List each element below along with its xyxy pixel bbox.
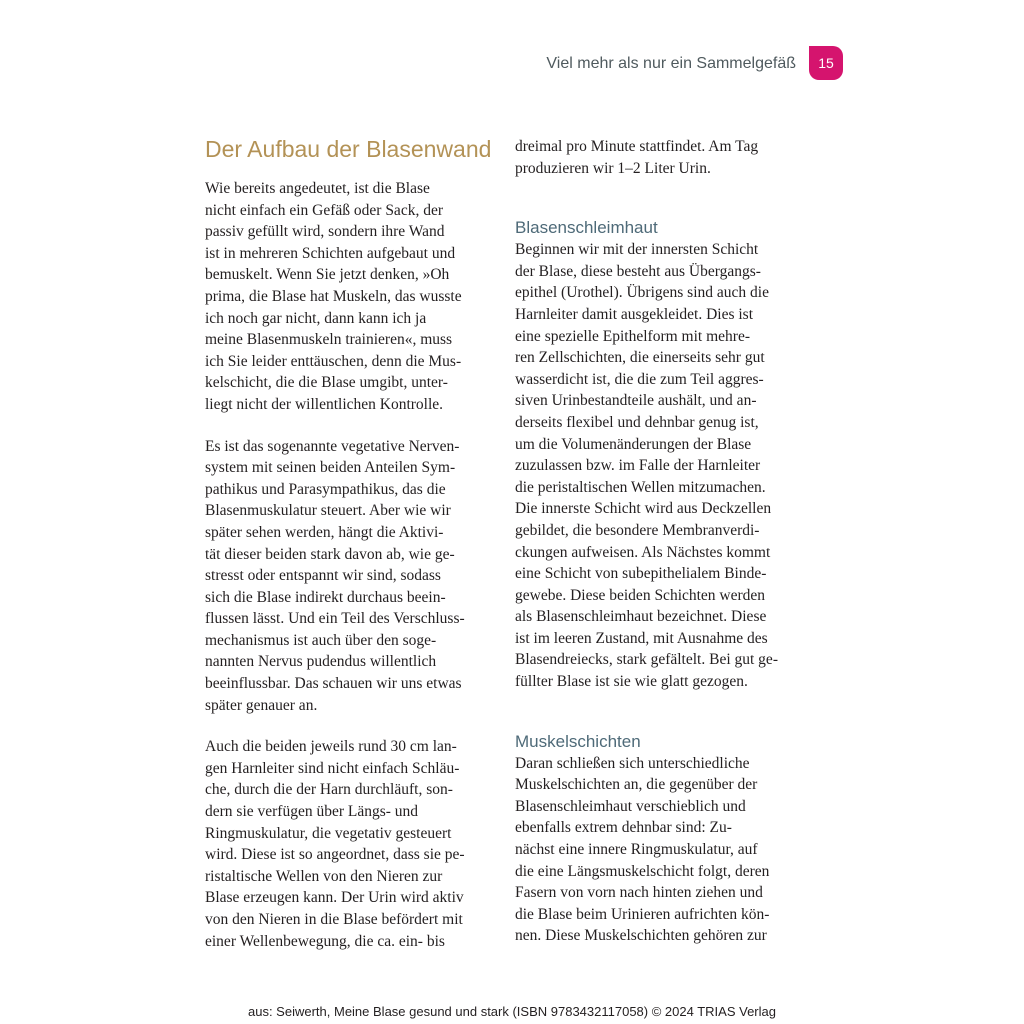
text-line: tät dieser beiden stark davon ab, wie ge- (205, 545, 455, 563)
text-line: ist im leeren Zustand, mit Ausnahme des (515, 629, 768, 647)
subheading-blasenschleimhaut: Blasenschleimhaut (515, 218, 658, 238)
text-line: bemuskelt. Wenn Sie jetzt denken, »Oh (205, 266, 450, 284)
text-line: später sehen werden, hängt die Aktivi- (205, 523, 444, 541)
text-line: gewebe. Diese beiden Schichten werden (515, 586, 766, 604)
text-line: wird. Diese ist so angeordnet, dass sie pe- (205, 846, 465, 864)
text-line: die peristaltischen Wellen mitzumachen. (515, 478, 766, 496)
page-number-badge: 15 (809, 46, 843, 80)
text-line: stresst oder entspannt wir sind, sodass (205, 567, 441, 585)
text-line: meine Blasenmuskeln trainieren«, muss (205, 331, 453, 349)
text-line: einer Wellenbewegung, die ca. ein- bis (205, 932, 445, 950)
text-line: ist in mehreren Schichten aufgebaut und (205, 244, 456, 262)
text-line: Ringmuskulatur, die vegetativ gesteuert (205, 824, 452, 842)
text-line: passiv gefüllt wird, sondern ihre Wand (205, 223, 445, 241)
body-paragraph (515, 753, 803, 947)
text-line: epithel (Urothel). Übrigens sind auch die (515, 284, 769, 302)
text-line: sich die Blase indirekt durchaus beein- (205, 588, 446, 606)
text-line: wasserdicht ist, die die zum Teil aggres- (515, 370, 764, 388)
text-line: derseits flexibel und dehnbar genug ist, (515, 413, 759, 431)
left-column (205, 136, 493, 952)
text-line: Wie bereits angedeutet, ist die Blase (205, 180, 430, 197)
source-footer: aus: Seiwerth, Meine Blase gesund und stark (ISBN 9783432117058) © 2024 TRIAS Verlag (248, 1004, 776, 1019)
text-line: ckungen aufweisen. Als Nächstes kommt (515, 543, 771, 561)
text-line: ristaltische Wellen von den Nieren zur (205, 867, 443, 885)
text-line: Harnleiter damit ausgekleidet. Dies ist (515, 305, 754, 323)
text-line: ebenfalls extrem dehnbar sind: Zu- (515, 819, 732, 837)
body-paragraph (205, 736, 493, 952)
text-line: füllter Blase ist sie wie glatt gezogen. (515, 673, 748, 691)
text-line: Blasenmuskulatur steuert. Aber wie wir (205, 502, 451, 520)
text-line: Blasenschleimhaut verschieblich und (515, 797, 746, 815)
text-line: Beginnen wir mit der innersten Schicht (515, 241, 759, 259)
text-line: von den Nieren in die Blase befördert mit (205, 911, 463, 928)
text-line: nicht einfach ein Gefäß oder Sack, der (205, 201, 443, 219)
text-line: kelschicht, die die Blase umgibt, unter- (205, 374, 448, 392)
text-line: eine spezielle Epithelform mit mehre- (515, 327, 750, 345)
text-line: system mit seinen beiden Anteilen Sym- (205, 459, 456, 477)
body-paragraph-continuation (515, 136, 803, 179)
text-line: gen Harnleiter sind nicht einfach Schläu- (205, 759, 460, 777)
body-paragraph (205, 178, 493, 416)
text-line: Fasern von vorn nach hinten ziehen und (515, 884, 763, 902)
text-line: nannten Nervus pudendus willentlich (205, 653, 437, 671)
text-line: Auch die beiden jeweils rund 30 cm lan- (205, 738, 457, 756)
text-line: Blasendreiecks, stark gefältelt. Bei gut ge- (515, 651, 778, 669)
text-line: beeinflussbar. Das schauen wir uns etwas (205, 675, 462, 693)
text-line: ich noch gar nicht, dann kann ich ja (205, 309, 427, 327)
text-line: zuzulassen bzw. im Falle der Harnleiter (515, 457, 761, 475)
text-line: nen. Diese Muskelschichten gehören zur (515, 927, 767, 945)
body-paragraph (205, 436, 493, 717)
text-line: liegt nicht der willentlichen Kontrolle. (205, 395, 444, 413)
text-line: dern sie verfügen über Längs- und (205, 803, 419, 821)
running-head: Viel mehr als nur ein Sammelgefäß (546, 55, 796, 72)
text-line: die eine Längsmuskelschicht folgt, deren (515, 862, 770, 880)
right-column (515, 136, 803, 947)
subheading-muskelschichten: Muskelschichten (515, 731, 641, 751)
text-line: nächst eine innere Ringmuskulatur, auf (515, 841, 758, 859)
text-line: der Blase, diese besteht aus Übergangs- (515, 262, 761, 280)
text-line: pathikus und Parasympathikus, das die (205, 480, 446, 498)
text-line: Es ist das sogenannte vegetative Nerven- (205, 437, 460, 455)
text-line: siven Urinbestandteile aushält, und an- (515, 392, 757, 410)
text-line: Daran schließen sich unterschiedliche (515, 754, 750, 772)
text-line: gebildet, die besondere Membranverdi- (515, 521, 760, 539)
text-line: um die Volumenänderungen der Blase (515, 435, 752, 453)
text-line: flussen lässt. Und ein Teil des Verschluss- (205, 610, 465, 628)
text-line: ren Zellschichten, die einerseits sehr gut (515, 349, 765, 367)
text-line: dreimal pro Minute stattfindet. Am Tag (515, 138, 759, 155)
text-line: Die innerste Schicht wird aus Deckzellen (515, 500, 772, 518)
text-line: später genauer an. (205, 696, 318, 714)
text-line: als Blasenschleimhaut bezeichnet. Diese (515, 608, 767, 626)
text-line: die Blase beim Urinieren aufrichten kön- (515, 905, 770, 923)
text-line: eine Schicht von subepithelialem Binde- (515, 565, 767, 583)
text-line: mechanismus ist auch über den soge- (205, 631, 437, 649)
text-line: che, durch die der Harn durchläuft, son- (205, 781, 453, 799)
text-line: Blase erzeugen kann. Der Urin wird aktiv (205, 889, 464, 907)
text-line: produzieren wir 1–2 Liter Urin. (515, 159, 711, 177)
text-line: prima, die Blase hat Muskeln, das wusste (205, 287, 462, 305)
section-heading-blasenwand: Der Aufbau der Blasenwand (205, 136, 492, 162)
body-paragraph (515, 239, 803, 692)
text-line: ich Sie leider enttäuschen, denn die Mus- (205, 352, 462, 370)
text-line: Muskelschichten an, die gegenüber der (515, 776, 758, 794)
